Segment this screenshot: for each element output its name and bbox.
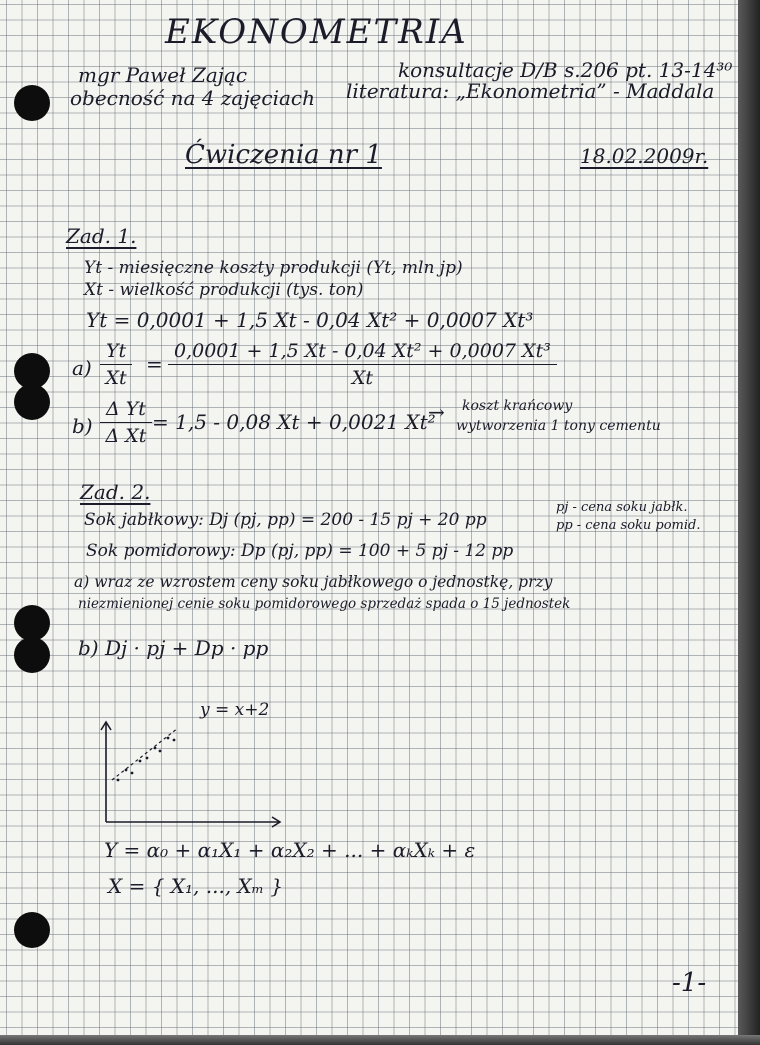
fraction-denominator: Xt bbox=[351, 367, 373, 389]
exercise-2-label: Zad. 2. bbox=[80, 480, 151, 504]
data-point bbox=[125, 769, 128, 772]
apple-juice-demand: Sok jabłkowy: Dj (pj, pp) = 200 - 15 pj + 20 pp bbox=[84, 510, 487, 530]
average-cost-fraction bbox=[100, 340, 132, 389]
data-point bbox=[154, 747, 157, 750]
data-point bbox=[167, 737, 170, 740]
revenue-expression: b) Dj · pj + Dp · pp bbox=[78, 636, 269, 660]
regressor-set: X = { X₁, ..., Xₘ } bbox=[108, 874, 284, 898]
fitted-line bbox=[112, 728, 178, 780]
scatter-sketch bbox=[100, 718, 300, 838]
part-b-label: b) bbox=[72, 414, 93, 438]
data-point bbox=[139, 760, 142, 763]
interpretation-line-1: a) wraz ze wzrostem ceny soku jabłkowego o jednostkę, przy bbox=[74, 573, 553, 591]
definition-x: Xt - wielkość produkcji (tys. ton) bbox=[84, 280, 364, 300]
fraction-numerator: Δ Yt bbox=[100, 398, 152, 423]
consultation-note: konsultacje D/B s.206 pt. 13-14³⁰ bbox=[398, 58, 733, 82]
fraction-denominator: Δ Xt bbox=[105, 425, 147, 447]
session-heading: Ćwiczenia nr 1 bbox=[185, 140, 382, 170]
equals-sign: = bbox=[146, 352, 163, 376]
marginal-cost-note-2: wytworzenia 1 tony cementu bbox=[456, 418, 661, 434]
data-point bbox=[159, 750, 162, 753]
exercise-1-label: Zad. 1. bbox=[66, 224, 137, 248]
regression-model: Y = α₀ + α₁X₁ + α₂X₂ + ... + αₖXₖ + ε bbox=[104, 838, 476, 862]
attendance-note: obecność na 4 zajęciach bbox=[70, 86, 315, 110]
literature-note: literatura: „Ekonometria” - Maddala bbox=[346, 79, 715, 103]
punch-hole bbox=[14, 605, 50, 641]
session-date: 18.02.2009r. bbox=[580, 144, 709, 168]
punch-hole bbox=[14, 912, 50, 948]
page-number: -1- bbox=[672, 968, 707, 998]
page-title: EKONOMETRIA bbox=[165, 12, 468, 52]
punch-hole bbox=[14, 85, 50, 121]
page-edge-shadow bbox=[738, 0, 760, 1045]
part-a-label: a) bbox=[72, 356, 92, 380]
graph-label: y = x+2 bbox=[200, 700, 270, 720]
marginal-cost-note: koszt krańcowy bbox=[462, 398, 573, 414]
data-point bbox=[146, 757, 149, 760]
average-cost-rhs bbox=[168, 340, 557, 389]
definition-y: Yt - miesięczne koszty produkcji (Yt, mln jp) bbox=[84, 258, 463, 278]
punch-hole bbox=[14, 637, 50, 673]
marginal-cost-rhs: = 1,5 - 0,08 Xt + 0,0021 Xt² bbox=[152, 410, 436, 434]
punch-hole bbox=[14, 384, 50, 420]
cost-equation: Yt = 0,0001 + 1,5 Xt - 0,04 Xt² + 0,0007 Xt³ bbox=[86, 308, 534, 332]
lecturer-name: mgr Paweł Zając bbox=[78, 63, 248, 87]
tomato-juice-demand: Sok pomidorowy: Dp (pj, pp) = 100 + 5 pj - 12 pp bbox=[86, 541, 514, 561]
marginal-cost-fraction bbox=[100, 398, 152, 447]
fraction-numerator: Yt bbox=[100, 340, 132, 365]
fraction-numerator: 0,0001 + 1,5 Xt - 0,04 Xt² + 0,0007 Xt³ bbox=[168, 340, 557, 365]
arrow-icon: → bbox=[428, 400, 445, 424]
price-note-tomato: pp - cena soku pomid. bbox=[556, 518, 701, 533]
data-point bbox=[117, 779, 120, 782]
data-point bbox=[173, 739, 176, 742]
bottom-edge-shadow bbox=[0, 1035, 760, 1045]
fraction-denominator: Xt bbox=[105, 367, 127, 389]
interpretation-line-2: niezmienionej cenie soku pomidorowego sprzedaż spada o 15 jednostek bbox=[78, 596, 571, 612]
price-note-apple: pj - cena soku jabłk. bbox=[556, 500, 688, 515]
data-point bbox=[131, 772, 134, 775]
